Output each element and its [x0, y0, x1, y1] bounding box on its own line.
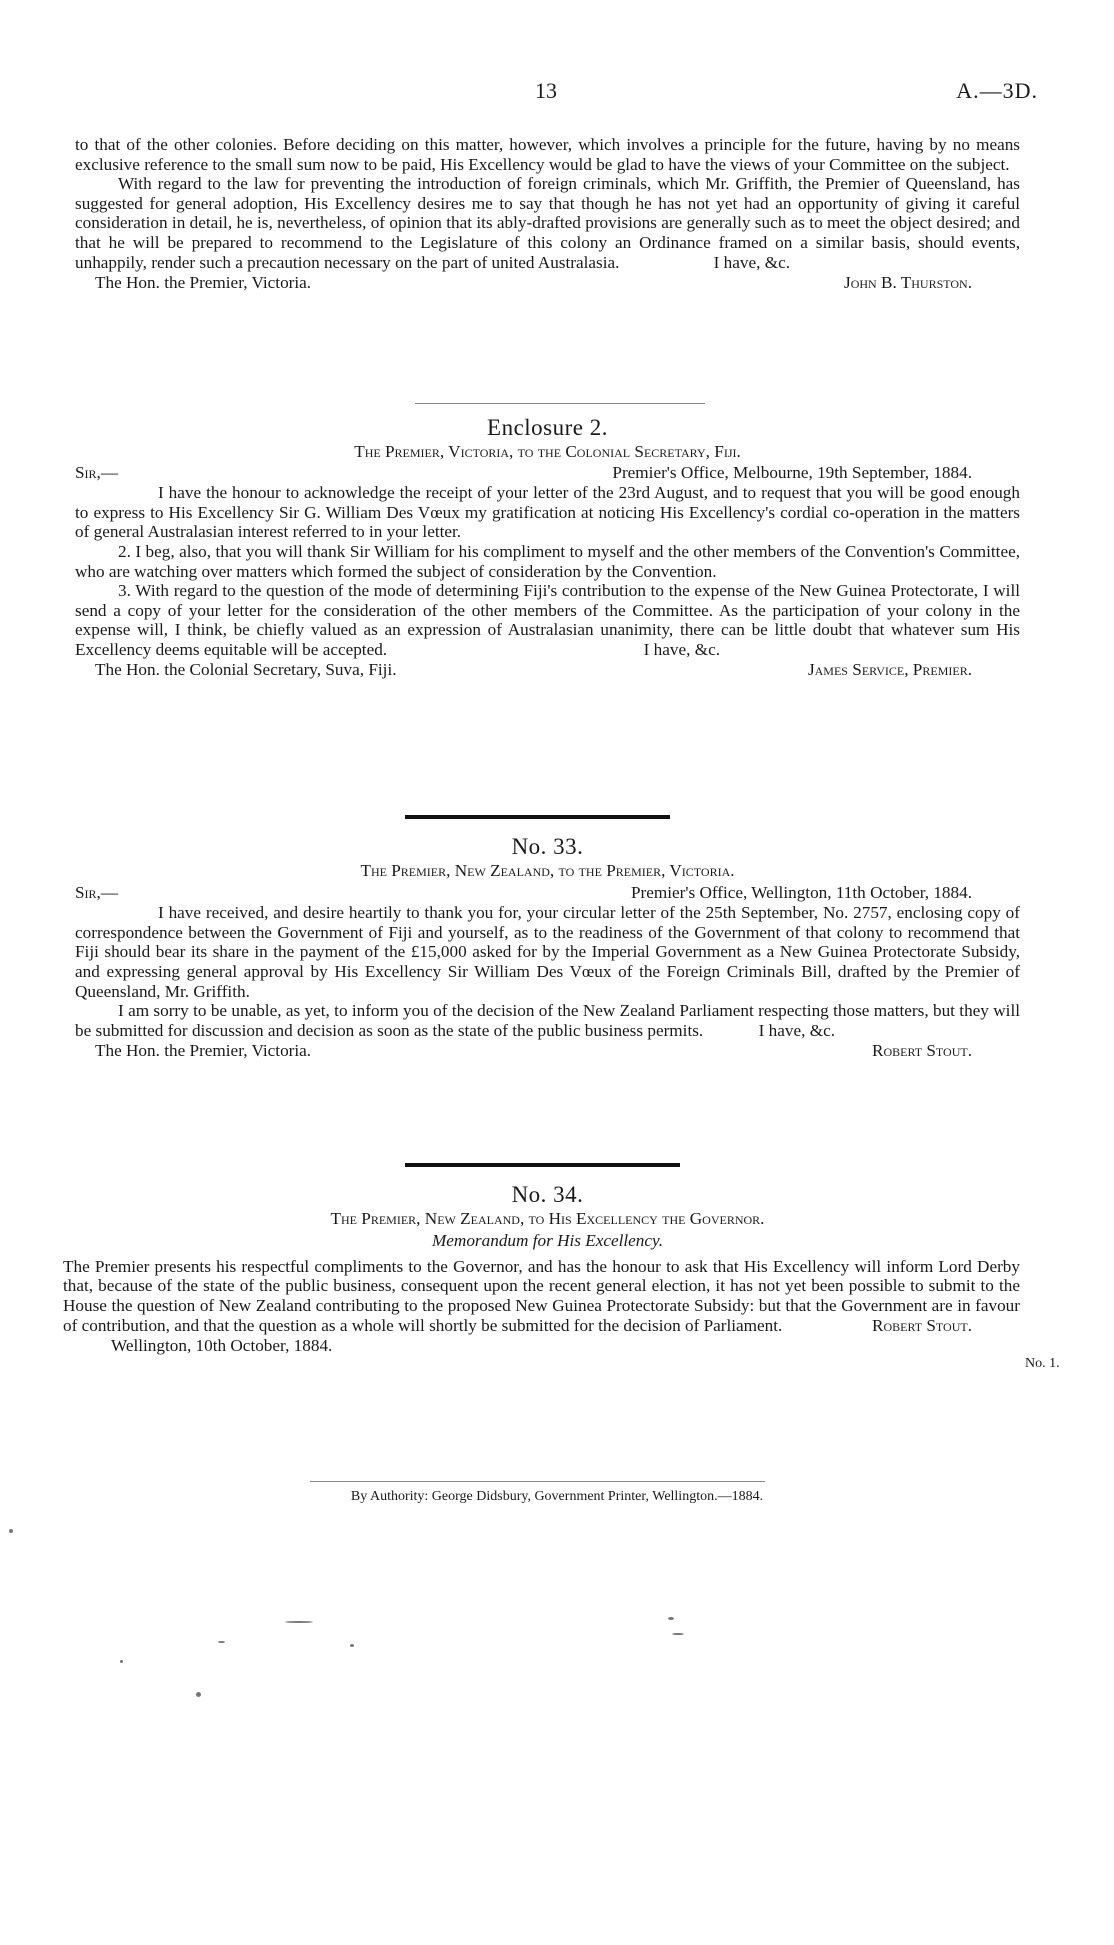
- addressee: The Hon. the Colonial Secretary, Suva, Fiji.: [95, 659, 397, 679]
- scan-speck: [9, 1529, 13, 1533]
- memorandum-no-34: [63, 1182, 1020, 1356]
- enclosure-2: [75, 415, 1020, 680]
- page-header: [0, 78, 1114, 108]
- salutation: Sir,—: [75, 463, 119, 483]
- paragraph: The Premier presents his respectful compliments to the Governor, and has the honour to ask that His Excellency will inform Lord Derby that, because of the state of the public business, consequent upon the recent general election, it has not yet been possible to submit to the House the question of New Zealand contributing to the proposed New Guinea Protectorate Subsidy: but that the Government are in favour of contribution, and that the question as a whole will shortly be submitted for the decision of Parliament.: [63, 1256, 1020, 1335]
- closing-formula: I have, &c.: [758, 1020, 835, 1040]
- closing-formula: I have, &c.: [643, 639, 720, 659]
- divider: [405, 1163, 680, 1167]
- paragraph: 3. With regard to the question of the mode of determining Fiji's contribution to the expense of the New Guinea Protectorate, I will send a copy of your letter for the consideration of the other members of the Committee. As the participation of your colony in the expense will, I think, be chiefly valued as an expression of Australasian unanimity, there can be little doubt that whatever sum His Excellency deems equitable will be accepted.: [75, 581, 1020, 659]
- section-heading: No. 34.: [511, 1182, 584, 1207]
- paragraph: 2. I beg, also, that you will thank Sir William for his compliment to myself and the other members of the Convention's Committee, who are watching over matters which formed the subject of consideration by the Convention.: [75, 541, 1020, 581]
- memorandum-subtitle: Memorandum for His Excellency.: [431, 1231, 663, 1251]
- divider: [415, 403, 705, 404]
- paragraph: to that of the other colonies. Before deciding on this matter, however, which involves a principle for the future, having by no means exclusive reference to the small sum now to be paid, His Excellency would be glad to have the views of your Committee on the subject.: [75, 135, 1020, 174]
- letter-thurston: [75, 135, 1020, 293]
- scan-speck: [285, 1621, 313, 1623]
- from-to-line: The Premier, New Zealand, to the Premier, Victoria.: [360, 860, 735, 880]
- from-to-line: The Premier, New Zealand, to His Excellency the Governor.: [330, 1208, 765, 1228]
- signature: Robert Stout.: [871, 1315, 972, 1335]
- document-reference: A.—3D.: [956, 78, 1038, 103]
- scan-speck: [668, 1617, 674, 1620]
- paragraph: I have received, and desire heartily to thank you for, your circular letter of the 25th September, No. 2757, enclosing copy of correspondence between the Government of Fiji and yourself, as to the readiness of the Government of that colony to recommend that Fiji should bear its share in the payment of the £15,000 asked for by the Imperial Government as a New Guinea Protectorate Subsidy, and expressing general approval by His Excellency Sir William Des Vœux of the Foreign Criminals Bill, drafted by the Premier of Queensland, Mr. Griffith.: [75, 903, 1020, 1001]
- scan-speck: [196, 1692, 201, 1697]
- salutation: Sir,—: [75, 883, 119, 903]
- letter-no-33: [75, 834, 1020, 1061]
- section-heading: Enclosure 2.: [487, 415, 608, 440]
- closing-formula: I have, &c.: [713, 252, 790, 272]
- addressee: The Hon. the Premier, Victoria.: [95, 272, 312, 292]
- signature: James Service, Premier.: [807, 659, 972, 679]
- place-date: Wellington, 10th October, 1884.: [111, 1335, 333, 1355]
- scan-speck: [350, 1644, 354, 1647]
- divider: [405, 815, 670, 819]
- signature: John B. Thurston.: [844, 272, 972, 292]
- scan-speck: [672, 1633, 684, 1635]
- from-to-line: The Premier, Victoria, to the Colonial Secretary, Fiji.: [354, 441, 741, 461]
- section-heading: No. 33.: [511, 834, 584, 859]
- paragraph: I am sorry to be unable, as yet, to inform you of the decision of the New Zealand Parliament respecting those matters, but they will be submitted for discussion and decision as soon as the state of the public business permits.: [75, 1001, 1020, 1040]
- divider: [310, 1481, 765, 1482]
- place-date: Premier's Office, Melbourne, 19th September, 1884.: [612, 463, 972, 483]
- printer-imprint: By Authority: George Didsbury, Government Printer, Wellington.—1884.: [350, 1489, 764, 1504]
- place-date: Premier's Office, Wellington, 11th October, 1884.: [630, 883, 972, 903]
- addressee: The Hon. the Premier, Victoria.: [95, 1040, 312, 1060]
- scan-speck: [120, 1660, 123, 1663]
- paragraph: I have the honour to acknowledge the receipt of your letter of the 23rd August, and to request that you will be good enough to express to His Excellency Sir G. William Des Vœux my gratification at noticing His Excellency's cordial co-operation in the matters of general Australasian interest referred to in your letter.: [75, 483, 1020, 542]
- signature: Robert Stout.: [871, 1040, 972, 1060]
- page-number: 13: [535, 78, 557, 103]
- scan-speck: [218, 1641, 225, 1643]
- paragraph: With regard to the law for preventing the introduction of foreign criminals, which Mr. Griffith, the Premier of Queensland, has suggested for general adoption, His Excellency desires me to say that though he has not yet had an opportunity of giving it careful consideration in detail, he is, nevertheless, of opinion that its ably-drafted provisions are generally such as to meet the object desired; and that he will be prepared to recommend to the Legislature of this colony an Ordinance framed on a similar basis, should events, unhappily, render such a precaution necessary on the part of united Australasia.: [75, 174, 1020, 272]
- margin-note: No. 1.: [1025, 1356, 1060, 1371]
